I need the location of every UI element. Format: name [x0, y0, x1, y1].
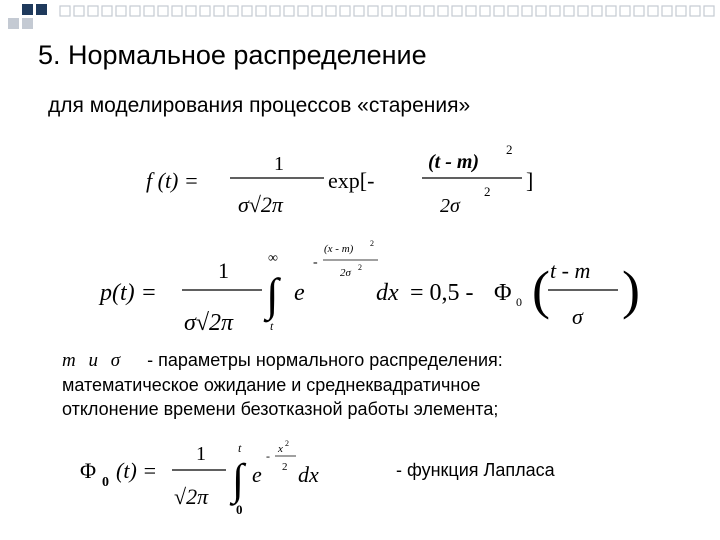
- f2-close-paren: ): [622, 260, 640, 320]
- f3-dx: dx: [298, 462, 319, 487]
- parameters-description: [62, 348, 702, 421]
- parameter-symbols: m и σ: [62, 350, 125, 371]
- f2-arg-numerator: t - m: [550, 258, 591, 283]
- f3-integral-upper: t: [238, 441, 242, 455]
- f1-numerator: 1: [274, 153, 284, 175]
- f2-phi: Φ: [494, 280, 512, 306]
- laplace-formula: [80, 439, 319, 517]
- f2-integral-upper: ∞: [268, 251, 278, 266]
- f3-denominator: √2π: [174, 484, 209, 509]
- f2-open-paren: (: [532, 260, 550, 320]
- f3-base: e: [252, 462, 262, 487]
- parameters-line-3: отклонение времени безотказной работы элемента;: [62, 399, 499, 419]
- f2-exp-numerator: (x - m): [324, 243, 354, 255]
- f2-equals: = 0,5 -: [410, 280, 474, 306]
- density-formula: [146, 142, 533, 217]
- f2-exp-minus: -: [313, 255, 318, 270]
- f1-exp-denominator: 2σ: [440, 195, 460, 217]
- f2-numerator: 1: [218, 258, 229, 283]
- f3-phi: Φ: [80, 458, 97, 483]
- parameters-line-1: [62, 348, 702, 373]
- f1-exp: exp[-: [328, 168, 375, 193]
- f1-exp-denominator-power: 2: [484, 184, 491, 199]
- f3-exp-denominator: 2: [282, 461, 288, 473]
- f1-denominator: σ√2π: [238, 192, 283, 217]
- f1-exp-numerator: (t - m): [428, 151, 480, 173]
- f2-base: e: [294, 280, 305, 306]
- f3-phi-subscript: 0: [102, 475, 109, 490]
- f3-arg: (t) =: [116, 458, 158, 483]
- f3-exp-minus: -: [266, 449, 270, 463]
- f1-close-bracket: ]: [526, 168, 534, 193]
- f1-lhs: f (t) =: [146, 168, 199, 193]
- f2-dx: dx: [376, 280, 399, 306]
- f2-denominator: σ√2π: [184, 310, 234, 336]
- reliability-formula: [98, 239, 640, 336]
- f3-exp-numerator-power: 2: [285, 439, 289, 448]
- f2-exp-denominator-power: 2: [358, 263, 362, 272]
- laplace-function-label: - функция Лапласа: [396, 460, 555, 480]
- f2-integral-lower: t: [270, 319, 274, 333]
- f2-arg-denominator: σ: [572, 304, 583, 329]
- f3-integral-lower: 0: [236, 502, 243, 517]
- slide-subtitle: для моделирования процессов «старения»: [48, 94, 471, 117]
- f2-integral-sign: ∫: [266, 269, 279, 320]
- f2-lhs: p(t) =: [100, 280, 157, 306]
- slide-title: 5. Нормальное распределение: [38, 40, 427, 70]
- parameters-text-1: - параметры нормального распределения:: [147, 350, 503, 370]
- parameters-line-2: математическое ожидание и среднеквадратичное: [62, 375, 481, 395]
- f1-exp-numerator-power: 2: [506, 142, 513, 157]
- f3-integral-sign: ∫: [232, 455, 245, 504]
- f2-exp-denominator: 2σ: [340, 267, 351, 279]
- f2-phi-subscript: 0: [516, 295, 522, 309]
- f2-exp-numerator-power: 2: [370, 239, 374, 248]
- f3-exp-numerator: x: [278, 443, 283, 455]
- f3-numerator: 1: [196, 443, 206, 465]
